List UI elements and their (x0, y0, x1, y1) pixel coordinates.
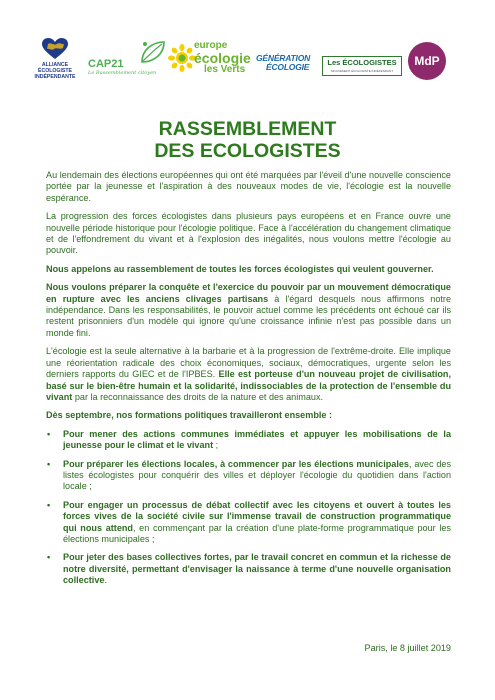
list-item (46, 500, 451, 546)
list-item-bold: Pour jeter des bases collectives fortes, par le travail concret en commun et la richesse de notre diversité, permettant d'envisager la naissance à terme d'une nouvelle organisation collective (63, 552, 451, 586)
list-item-bold: Pour engager un processus de débat collectif avec les citoyens et ouvert à toutes les forces vives de la société civile sur l'immense travail de construction programmatique qui nous attend (63, 499, 451, 533)
signature-date: Paris, le 8 juillet 2019 (364, 643, 451, 653)
paragraph-2: La progression des forces écologistes dans plusieurs pays européens et en France ouvre une nouvelle période historique pour l'écologie politique. Face à l'accélération du changement climatique et de l'effondrement du vivant et à l'explosion des inégalités, nous voulons mettre l'écologie au pouvoir. (46, 211, 451, 256)
ge-line-2: ÉCOLOGIE (266, 62, 310, 72)
commitment-list (46, 429, 451, 587)
list-item (46, 552, 451, 586)
list-item-bold: Pour mener des actions communes immédiates et appuyer les mobilisations de la jeunesse pour le climat et le vivant (63, 428, 451, 451)
mdp-logo (408, 42, 446, 80)
bullet-icon: • (47, 458, 51, 469)
cap21-title: CAP21 (88, 58, 124, 70)
paragraph-5-rest: par la reconnaissance des droits de la nature et des animaux. (72, 391, 324, 402)
list-item-rest: ; (213, 440, 219, 451)
les-ecologistes-logo (322, 56, 402, 76)
cap21-logo (88, 46, 168, 96)
les-ecologistes-sub: MOUVEMENT ÉCOLOGISTE INDÉPENDANT (330, 69, 394, 73)
aei-line-2: ÉCOLOGISTE (37, 68, 72, 74)
paragraph-4-rest: à l'égard desquels nous affirmons notre indépendance. Dans les responsabilités, le pouvoir actuel comme les précédents ont échoué car ils restent prisonniers d'un modèle qui ignore qu'une croissance infinie n'est pas possible dans un monde fini. (46, 293, 452, 338)
title-line-2: DES ECOLOGISTES (154, 140, 341, 162)
paragraph-4-bold: Nous voulons préparer la conquête et l'exercice du pouvoir par un mouvement démocratique en rupture avec les anciens clivages partisans (46, 282, 451, 304)
cap21-subtitle: Le Rassemblement citoyen (88, 70, 157, 76)
paragraph-6: Dès septembre, nos formations politiques travailleront ensemble : (46, 410, 333, 421)
list-item (46, 459, 451, 493)
bullet-icon: • (47, 499, 51, 510)
mdp-text: MdP (414, 54, 440, 68)
document-body (46, 170, 451, 594)
paragraph-3: Nous appelons au rassemblement de toutes les forces écologistes qui veulent gouverner. (46, 263, 434, 274)
list-item (46, 429, 451, 452)
bullet-icon: • (47, 428, 51, 439)
paragraph-1: Au lendemain des élections européennes qui ont été marquées par l'éveil d'une nouvelle conscience portée par la jeunesse et l'aspiration à des nouveaux modes de vie, l'écologie est la nouvelle espérance. (46, 170, 451, 203)
paragraph-4 (46, 282, 451, 339)
generation-ecologie-logo (256, 54, 318, 84)
alliance-ecologiste-independante-logo (30, 38, 80, 96)
paragraph-5-start: L'écologie est la seule alternative à la barbarie et à la progression de l'extrême-droite. Elle implique une réorientation radicale des choix économiques, sociaux, démocratiques, urgente selon les derniers rapports du GIEC et de l'IPBES. (46, 346, 451, 380)
page-title (0, 118, 495, 162)
sunflower-icon (168, 44, 196, 72)
logo-banner (30, 38, 470, 98)
aei-line-3: INDÉPENDANTE (34, 74, 76, 80)
heart-globe-icon (42, 38, 68, 60)
eelv-line-1: europe (194, 40, 228, 51)
les-ecologistes-text: Les ÉCOLOGISTES (327, 58, 397, 67)
list-item-rest: , en commençant par la création d'une plate-forme programmatique pour les élections municipales ; (63, 522, 451, 544)
list-item-rest: . (104, 575, 107, 586)
eelv-line-3: les Verts (204, 64, 246, 75)
list-item-bold: Pour préparer les élections locales, à commencer par les élections municipales (63, 458, 409, 469)
leaf-icon (138, 40, 166, 64)
list-item-rest: , avec des listes écologistes pour conquérir des villes et déployer l'écologie du quotidien dans l'action locale ; (63, 458, 452, 492)
paragraph-5 (46, 346, 451, 403)
paragraph-5-bold: Elle est porteuse d'un nouveau projet de civilisation, basé sur le bien-être humain et la solidarité, indissociables de la protection de l'ensemble du vivant (46, 369, 451, 402)
bullet-icon: • (47, 552, 51, 563)
title-line-1: RASSEMBLEMENT (158, 118, 337, 140)
eelv-line-2: écologie (194, 50, 251, 66)
aei-line-1: ALLIANCE (41, 62, 69, 68)
eelv-logo (168, 38, 256, 96)
ge-line-1: GÉNÉRATION (256, 53, 311, 63)
